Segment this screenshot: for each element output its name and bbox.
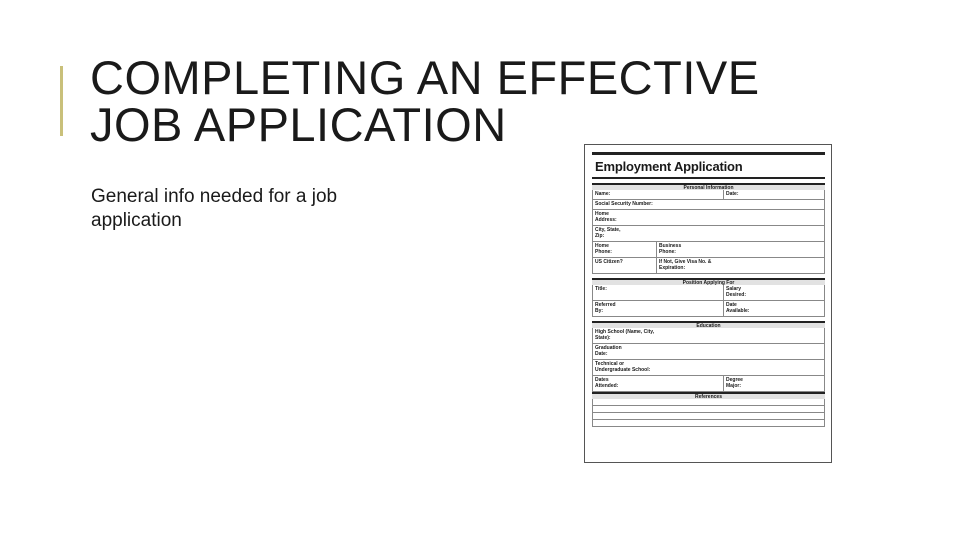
references-row bbox=[592, 420, 825, 427]
form-row-address bbox=[592, 210, 825, 226]
section-position-applying-for: Position Applying For bbox=[592, 278, 825, 285]
references-row bbox=[592, 406, 825, 413]
field-technical-school: Technical or Undergraduate School: bbox=[595, 361, 651, 373]
section-references: References bbox=[592, 392, 825, 399]
title-accent-bar bbox=[60, 66, 63, 136]
form-row-title bbox=[592, 285, 825, 301]
references-row bbox=[592, 399, 825, 406]
form-row-ssn bbox=[592, 200, 825, 210]
field-home-phone: Home Phone: bbox=[593, 242, 657, 257]
field-us-citizen: US Citizen? bbox=[593, 258, 657, 273]
form-row-citizen bbox=[592, 258, 825, 274]
field-business-phone: Business Phone: bbox=[659, 243, 682, 255]
slide-title bbox=[90, 51, 760, 151]
field-date: Date: bbox=[726, 191, 739, 197]
form-row-high-school bbox=[592, 328, 825, 344]
slide-title-line-1: COMPLETING AN EFFECTIVE bbox=[90, 51, 760, 104]
field-graduation-date: Graduation Date: bbox=[595, 345, 622, 357]
slide-body-text: General info needed for a job application bbox=[91, 186, 338, 231]
slide-title-line-2: JOB APPLICATION bbox=[90, 98, 507, 151]
form-header bbox=[592, 152, 825, 179]
form-row-dates bbox=[592, 376, 825, 392]
employment-application-image bbox=[584, 144, 832, 463]
form-row-phone bbox=[592, 242, 825, 258]
field-city-state-zip: City, State, Zip: bbox=[595, 227, 621, 239]
field-home-address: Home Address: bbox=[595, 211, 617, 223]
field-degree-major: Degree Major: bbox=[726, 377, 743, 389]
form-row-city bbox=[592, 226, 825, 242]
section-education: Education bbox=[592, 321, 825, 328]
field-referred-by: Referred By: bbox=[593, 301, 724, 316]
field-title: Title: bbox=[593, 285, 724, 300]
form-row-technical bbox=[592, 360, 825, 376]
field-date-available: Date Available: bbox=[726, 302, 750, 314]
section-personal-information: Personal Information bbox=[592, 183, 825, 190]
field-high-school: High School (Name, City, State): bbox=[595, 329, 655, 341]
field-name: Name: bbox=[593, 190, 724, 199]
references-row bbox=[592, 413, 825, 420]
field-dates-attended: Dates Attended: bbox=[593, 376, 724, 391]
form-row-graduation bbox=[592, 344, 825, 360]
field-visa: If Not, Give Visa No. & Expiration: bbox=[659, 259, 712, 271]
field-ssn: Social Security Number: bbox=[595, 201, 653, 207]
field-salary-desired: Salary Desired: bbox=[726, 286, 747, 298]
form-title: Employment Application bbox=[595, 159, 743, 174]
form-row-referred bbox=[592, 301, 825, 317]
form-row-name bbox=[592, 190, 825, 200]
